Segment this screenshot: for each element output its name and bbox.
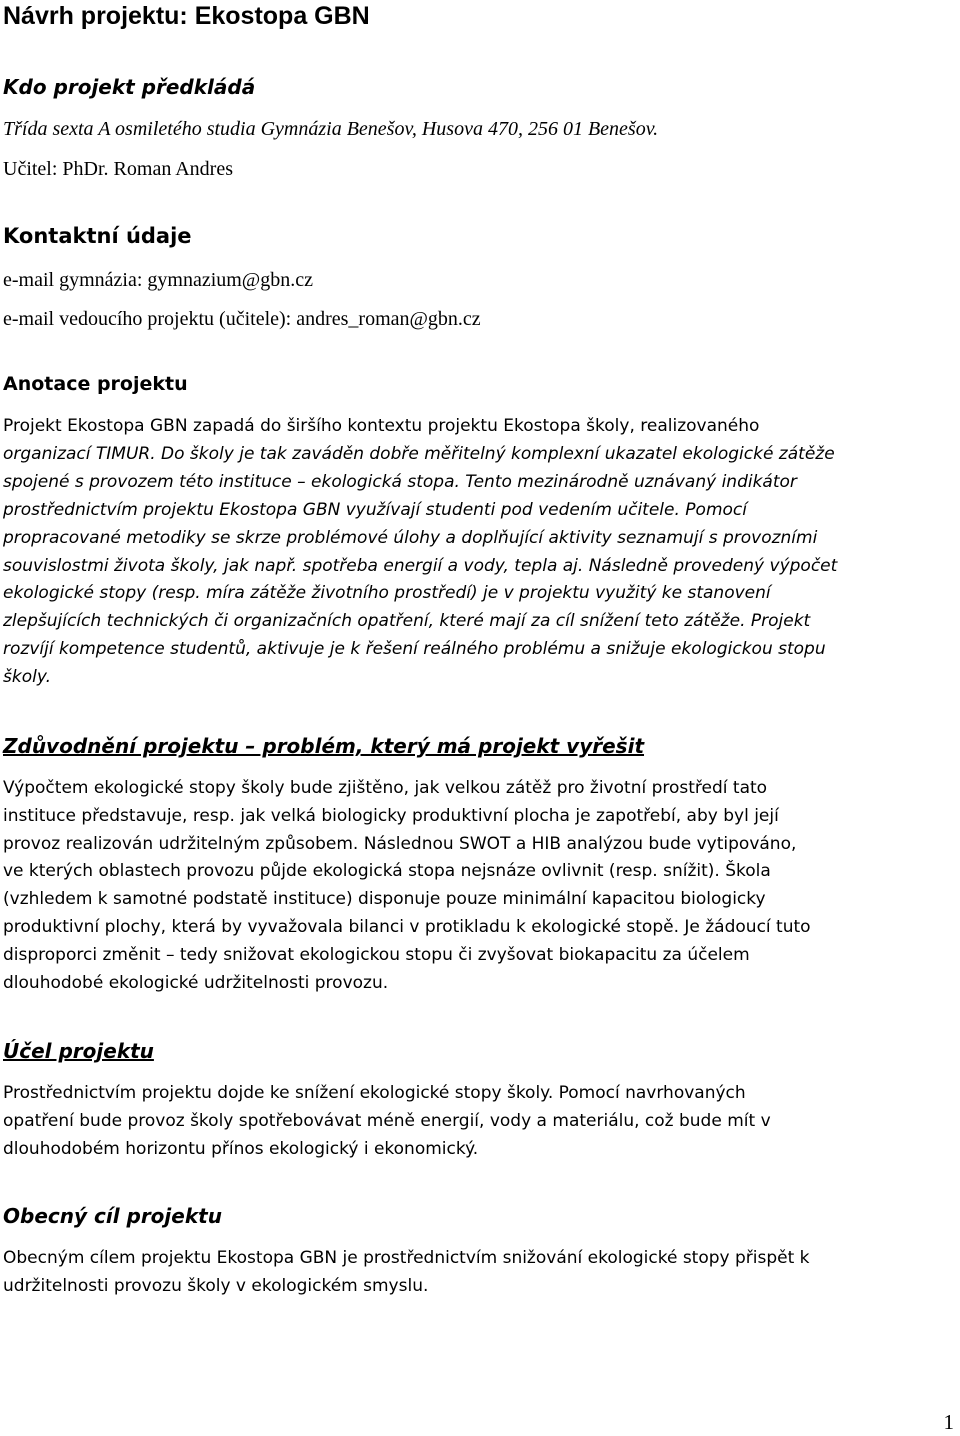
annotation-line: spojené s provozem této instituce – ekologická stopa. Tento mezinárodně uznávaný indikátor xyxy=(3,471,797,492)
annotation-line: organizací TIMUR. Do školy je tak zaváděn dobře měřitelný komplexní ukazatel ekologické zátěže xyxy=(3,443,835,464)
contact-heading: Kontaktní údaje xyxy=(3,224,192,248)
purpose-heading: Účel projektu xyxy=(3,1039,154,1063)
justification-paragraph xyxy=(3,775,955,997)
school-email: e-mail gymnázia: gymnazium@gbn.cz xyxy=(3,269,313,291)
annotation-line: školy. xyxy=(3,667,51,688)
justification-line: instituce představuje, resp. jak velká biologicky produktivní plocha je zapotřebí, aby byl její xyxy=(3,805,779,826)
annotation-line: rozvíjí kompetence studentů, aktivuje je k řešení reálného problému a snižuje ekologickou stopu xyxy=(3,639,826,660)
justification-line: provoz realizován udržitelným způsobem. Následnou SWOT a HIB analýzou bude vytipováno, xyxy=(3,833,797,854)
leader-email: e-mail vedoucího projektu (učitele): andres_roman@gbn.cz xyxy=(3,308,481,330)
purpose-line: opatření bude provoz školy spotřebovávat méně energií, vody a materiálu, což bude mít v xyxy=(3,1110,771,1131)
annotation-paragraph xyxy=(3,413,955,692)
submitter-school: Třída sexta A osmiletého studia Gymnázia Benešov, Husova 470, 256 01 Benešov. xyxy=(3,118,659,140)
purpose-line: Prostřednictvím projektu dojde ke snížení ekologické stopy školy. Pomocí navrhovaných xyxy=(3,1083,746,1103)
annotation-line: ekologické stopy (resp. míra zátěže životního prostředí) je v projektu využitý ke stanovení xyxy=(3,583,771,604)
annotation-line: Projekt Ekostopa GBN zapadá do širšího kontextu projektu Ekostopa školy, realizovaného xyxy=(3,416,760,436)
general-goal-heading: Obecný cíl projektu xyxy=(3,1204,222,1228)
justification-line: Výpočtem ekologické stopy školy bude zjištěno, jak velkou zátěž pro životní prostředí tato xyxy=(3,778,768,798)
annotation-heading: Anotace projektu xyxy=(3,373,188,395)
purpose-paragraph xyxy=(3,1080,955,1163)
general-goal-line: Obecným cílem projektu Ekostopa GBN je prostřednictvím snižování ekologické stopy přispět k xyxy=(3,1248,810,1268)
submitter-teacher: Učitel: PhDr. Roman Andres xyxy=(3,158,233,180)
annotation-line: souvislostmi života školy, jak např. spotřeba energií a vody, tepla aj. Následně provedený výpočet xyxy=(3,555,838,576)
justification-line: disproporci změnit – tedy snižovat ekologickou stopu či zvyšovat biokapacitu za účelem xyxy=(3,944,750,965)
general-goal-paragraph xyxy=(3,1245,955,1301)
annotation-line: propracované metodiky se skrze problémové úlohy a doplňující aktivity seznamují s provozními xyxy=(3,527,818,548)
annotation-line: prostřednictvím projektu Ekostopa GBN využívají studenti pod vedením učitele. Pomocí xyxy=(3,499,747,520)
general-goal-line: udržitelnosti provozu školy v ekologickém smyslu. xyxy=(3,1275,429,1296)
justification-line: produktivní plochy, která by vyvažovala bilanci v protikladu k ekologické stopě. Je žádoucí tuto xyxy=(3,916,811,937)
justification-line: ve kterých oblastech provozu půjde ekologická stopa nejsnáze ovlivnit (resp. snížit). Škola xyxy=(3,861,771,882)
submitter-heading: Kdo projekt předkládá xyxy=(3,75,256,99)
annotation-line: zlepšujících technických či organizačních opatření, které mají za cíl snížení teto zátěže. Projekt xyxy=(3,611,811,632)
justification-line: (vzhledem k samotné podstatě instituce) disponuje pouze minimální kapacitou biologicky xyxy=(3,889,766,910)
purpose-line: dlouhodobém horizontu přínos ekologický i ekonomický. xyxy=(3,1138,479,1159)
page-number: 1 xyxy=(943,1410,954,1434)
justification-heading: Zdůvodnění projektu – problém, který má projekt vyřešit xyxy=(3,734,645,758)
document-title: Návrh projektu: Ekostopa GBN xyxy=(3,2,370,30)
justification-line: dlouhodobé ekologické udržitelnosti provozu. xyxy=(3,972,389,993)
